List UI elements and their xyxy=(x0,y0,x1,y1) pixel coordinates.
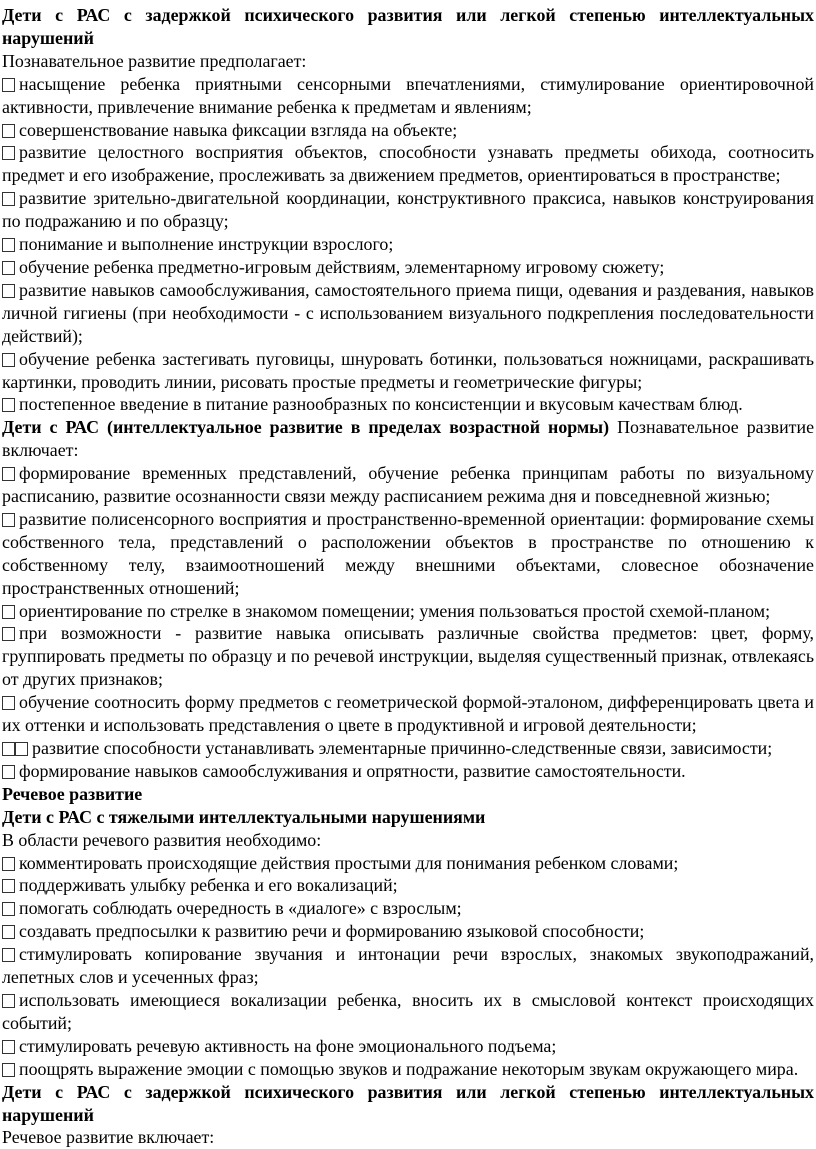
bullet-icon xyxy=(2,879,15,893)
bullet-icon xyxy=(2,857,15,871)
section-intro: В области речевого развития необходимо: xyxy=(2,829,322,850)
section-heading-norm: Дети с РАС (интеллектуальное развитие в пределах возрастной нормы) xyxy=(2,417,610,438)
bullet-icon xyxy=(2,124,15,138)
bullet-icon xyxy=(2,467,15,481)
list-item: обучение соотносить форму предметов с геометрической формой-эталоном, дифференцировать цвета и их оттенки и использовать представления о цвете в продуктивной и игровой деятельности; xyxy=(2,692,814,736)
list-item: создавать предпосылки к развитию речи и формированию языковой способности; xyxy=(2,920,814,943)
list-item: развитие зрительно-двигательной координации, конструктивного праксиса, навыков конструирования по подражанию и по образцу; xyxy=(2,188,814,232)
section-heading-zpr-speech: Дети с РАС с задержкой психического развития или легкой степенью интеллектуальных нарушений xyxy=(2,1081,814,1125)
bullet-icon xyxy=(2,146,15,160)
list-item: понимание и выполнение инструкции взрослого; xyxy=(2,233,814,256)
section-intro-line: Дети с РАС (интеллектуальное развитие в пределах возрастной нормы) Познавательное развитие включает: xyxy=(2,417,815,461)
bullet-icon xyxy=(2,1040,15,1054)
list-item: стимулировать речевую активность на фоне эмоционального подъема; xyxy=(2,1035,814,1058)
list-item: насыщение ребенка приятными сенсорными впечатлениями, стимулирование ориентировочной активности, привлечение внимание ребенка к предметам и явлениям; xyxy=(2,73,814,117)
list-item: при возможности - развитие навыка описывать различные свойства предметов: цвет, форму, группировать предметы по образцу и по речевой инструкции, выделяя существенный признак, отвлекаясь от других признаков; xyxy=(2,623,814,690)
list-item: обучение ребенка предметно-игровым действиям, элементарному игровому сюжету; xyxy=(2,256,814,279)
bullet-icon xyxy=(2,902,15,916)
bullet-icon xyxy=(15,742,28,756)
bullet-icon xyxy=(2,765,15,779)
list-item: поощрять выражение эмоции с помощью звуков и подражание некоторым звукам окружающего мира. xyxy=(2,1058,814,1081)
bullet-icon xyxy=(2,696,15,710)
bullet-icon xyxy=(2,78,15,92)
list-item: развитие способности устанавливать элементарные причинно-следственные связи, зависимости; xyxy=(2,737,814,760)
speech-section-title: Речевое развитие xyxy=(2,783,143,804)
list-item: развитие навыков самообслуживания, самостоятельного приема пищи, одевания и раздевания, навыков личной гигиены (при необходимости - с использованием визуального подкрепления последовательности действий); xyxy=(2,279,814,346)
list-item: использовать имеющиеся вокализации ребенка, вносить их в смысловой контекст происходящих событий; xyxy=(2,989,814,1033)
section-intro: Речевое развитие включает: xyxy=(2,1127,215,1148)
section-intro: Познавательное развитие предполагает: xyxy=(2,50,307,71)
bullet-icon xyxy=(2,948,15,962)
bullet-icon xyxy=(2,994,15,1008)
bullet-icon xyxy=(2,627,15,641)
bullet-icon xyxy=(2,513,15,527)
bullet-icon xyxy=(2,261,15,275)
list-item: обучение ребенка застегивать пуговицы, шнуровать ботинки, пользоваться ножницами, раскрашивать картинки, проводить линии, рисовать простые предметы и геометрические фигуры; xyxy=(2,348,814,392)
bullet-icon xyxy=(2,605,15,619)
list-item: развитие целостного восприятия объектов, способности узнавать предметы обихода, соотносить предмет и его изображение, прослеживать за движением предметов, ориентироваться в пространстве; xyxy=(2,142,814,186)
bullet-icon xyxy=(2,192,15,206)
list-item: совершенствование навыка фиксации взгляда на объекте; xyxy=(2,119,814,142)
section-heading-severe: Дети с РАС с тяжелыми интеллектуальными нарушениями xyxy=(2,806,486,827)
list-item: стимулировать копирование звучания и интонации речи взрослых, знакомых звукоподражаний, лепетных слов и усеченных фраз; xyxy=(2,944,814,988)
list-item: формирование временных представлений, обучение ребенка принципам работы по визуальному расписанию, развитие осознанности связи между расписанием режима дня и повседневной жизнью; xyxy=(2,463,814,507)
bullet-icon xyxy=(2,353,15,367)
list-item: ориентирование по стрелке в знакомом помещении; умения пользоваться простой схемой-планом; xyxy=(2,600,814,623)
bullet-icon xyxy=(2,398,15,412)
bullet-icon xyxy=(2,742,15,756)
bullet-icon xyxy=(2,1063,15,1077)
section-heading-zpr-cognitive: Дети с РАС с задержкой психического развития или легкой степенью интеллектуальных нарушений xyxy=(2,5,814,48)
list-item: помогать соблюдать очередность в «диалоге» с взрослым; xyxy=(2,897,814,920)
list-item: постепенное введение в питание разнообразных по консистенции и вкусовым качествам блюд. xyxy=(2,393,814,416)
list-item: комментировать происходящие действия простыми для понимания ребенком словами; xyxy=(2,852,814,875)
bullet-icon xyxy=(2,284,15,298)
list-item: поддерживать улыбку ребенка и его вокализаций; xyxy=(2,874,814,897)
bullet-icon xyxy=(2,925,15,939)
list-item: развитие полисенсорного восприятия и пространственно-временной ориентации: формирование схемы собственного тела, представлений о расположении объектов в пространстве по отношению к собственному телу, взаимоотношений между внешними объектами, словесное обозначение пространственных отношений; xyxy=(2,508,814,598)
list-item: формирование навыков самообслуживания и опрятности, развитие самостоятельности. xyxy=(2,760,814,783)
bullet-icon xyxy=(2,238,15,252)
